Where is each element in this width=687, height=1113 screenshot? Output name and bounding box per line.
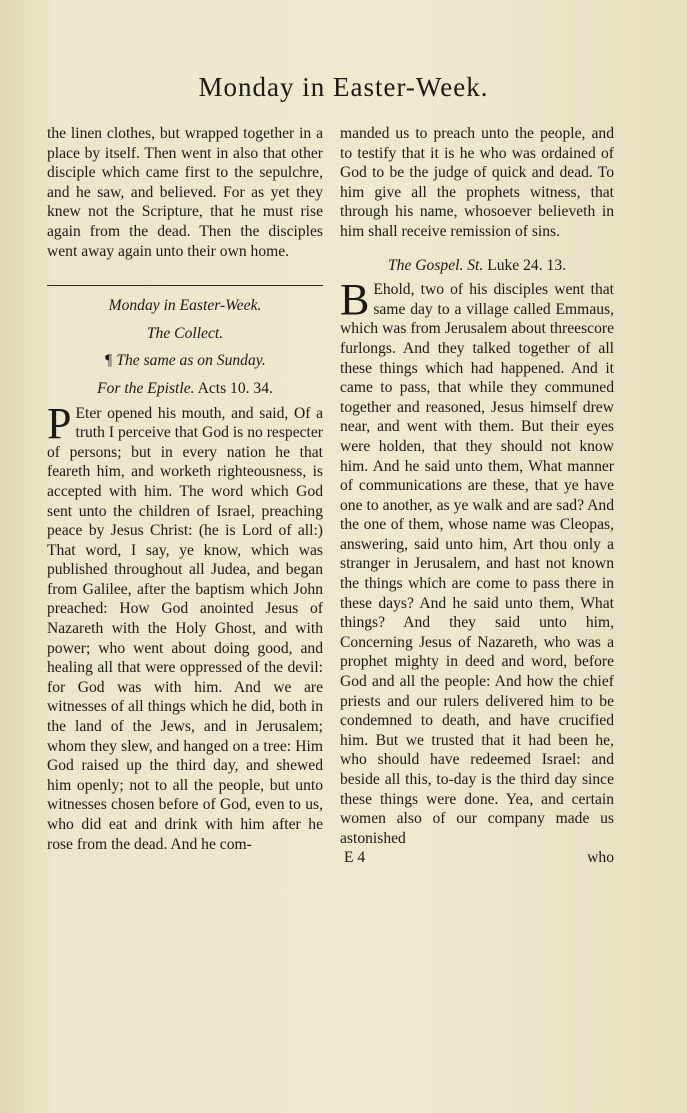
epistle-drop-cap: P (47, 398, 72, 448)
epistle-reference: Acts 10. 34. (197, 379, 273, 397)
catchword: who (587, 849, 614, 867)
gospel-heading (340, 256, 614, 276)
right-continuation-text: manded us to preach unto the people, and to testify that it is he who was ordained of God to be the judge of quick and dead. To him give all the prophets witness, that through his name, whosoever believeth in him shall receive remission of sins. (340, 125, 614, 240)
collect-title: The Collect. (146, 324, 224, 342)
collect-note: ¶ The same as on Sunday. (104, 352, 266, 370)
epistle-heading (47, 379, 323, 399)
epistle-text: Eter opened his mouth, and said, Of a truth I perceive that God is no respecter of persons; but in every nation he that feareth him, and worketh righteousness, is accepted with him. The word which God sent unto the children of Israel, preaching peace by Jesus Christ: (he is Lord of all:) That word, I say, ye know, which was published throughout all Judea, and began from Galilee, after the baptism which John preached: How God anointed Jesus of Nazareth with the Holy Ghost, and with power; who went about doing good, and healing all that were oppressed of the devil: for God was with him. And we are witnesses of all things which he did, both in the land of the Jews, and in Jerusalem; whom they slew, and hanged on a tree: Him God raised up the third day, and shewed him openly; not to all the people, but unto witnesses chosen before of God, even to us, who did eat and drink with him after he rose from the dead. And he com- (47, 404, 323, 853)
right-column (340, 124, 614, 868)
signature-mark: E 4 (344, 849, 366, 867)
page-footer (340, 848, 614, 868)
left-continuation-text: the linen clothes, but wrapped together in a place by itself. Then went in also that other disciple which came first to the sepulchre, and he saw, and believed. For as yet they knew not the Scripture, that he must rise again from the dead. Then the disciples went away again unto their own home. (47, 125, 323, 260)
gospel-reference: Luke 24. 13. (487, 256, 567, 274)
running-head: Monday in Easter-Week. (198, 72, 489, 102)
epistle-paragraph (47, 398, 323, 855)
gospel-paragraph (340, 275, 614, 848)
gospel-label: The Gospel. St. (387, 256, 484, 274)
section-divider (47, 285, 323, 286)
section-heading: Monday in Easter-Week. (108, 297, 262, 315)
epistle-label: For the Epistle. (97, 379, 195, 397)
left-column (47, 124, 323, 854)
gospel-text: Ehold, two of his disciples went that same day to a village called Emmaus, which was from Jerusalem about threescore furlongs. And they talked together of all these things which had happened. And it came to pass, that while they communed together and reasoned, Jesus himself drew near, and went with them. But their eyes were holden, that they should not know him. And he said unto them, What manner of communications are these, that ye have one to another, as ye walk and are sad? And the one of them, whose name was Cleopas, answering, said unto him, Art thou only a stranger in Jerusalem, and hast not known the things which are come to pass there in these days? And he said unto them, What things? And they said unto him, Concerning Jesus of Nazareth, who was a prophet mighty in deed and word, before God and all the people: And how the chief priests and our rulers delivered him to be condemned to death, and have crucified him. But we trusted that it had been he, who should have redeemed Israel: and beside all this, to-day is the third day since these things were done. Yea, and certain women also of our company made us astonished (340, 281, 614, 847)
gospel-drop-cap: B (340, 275, 370, 325)
